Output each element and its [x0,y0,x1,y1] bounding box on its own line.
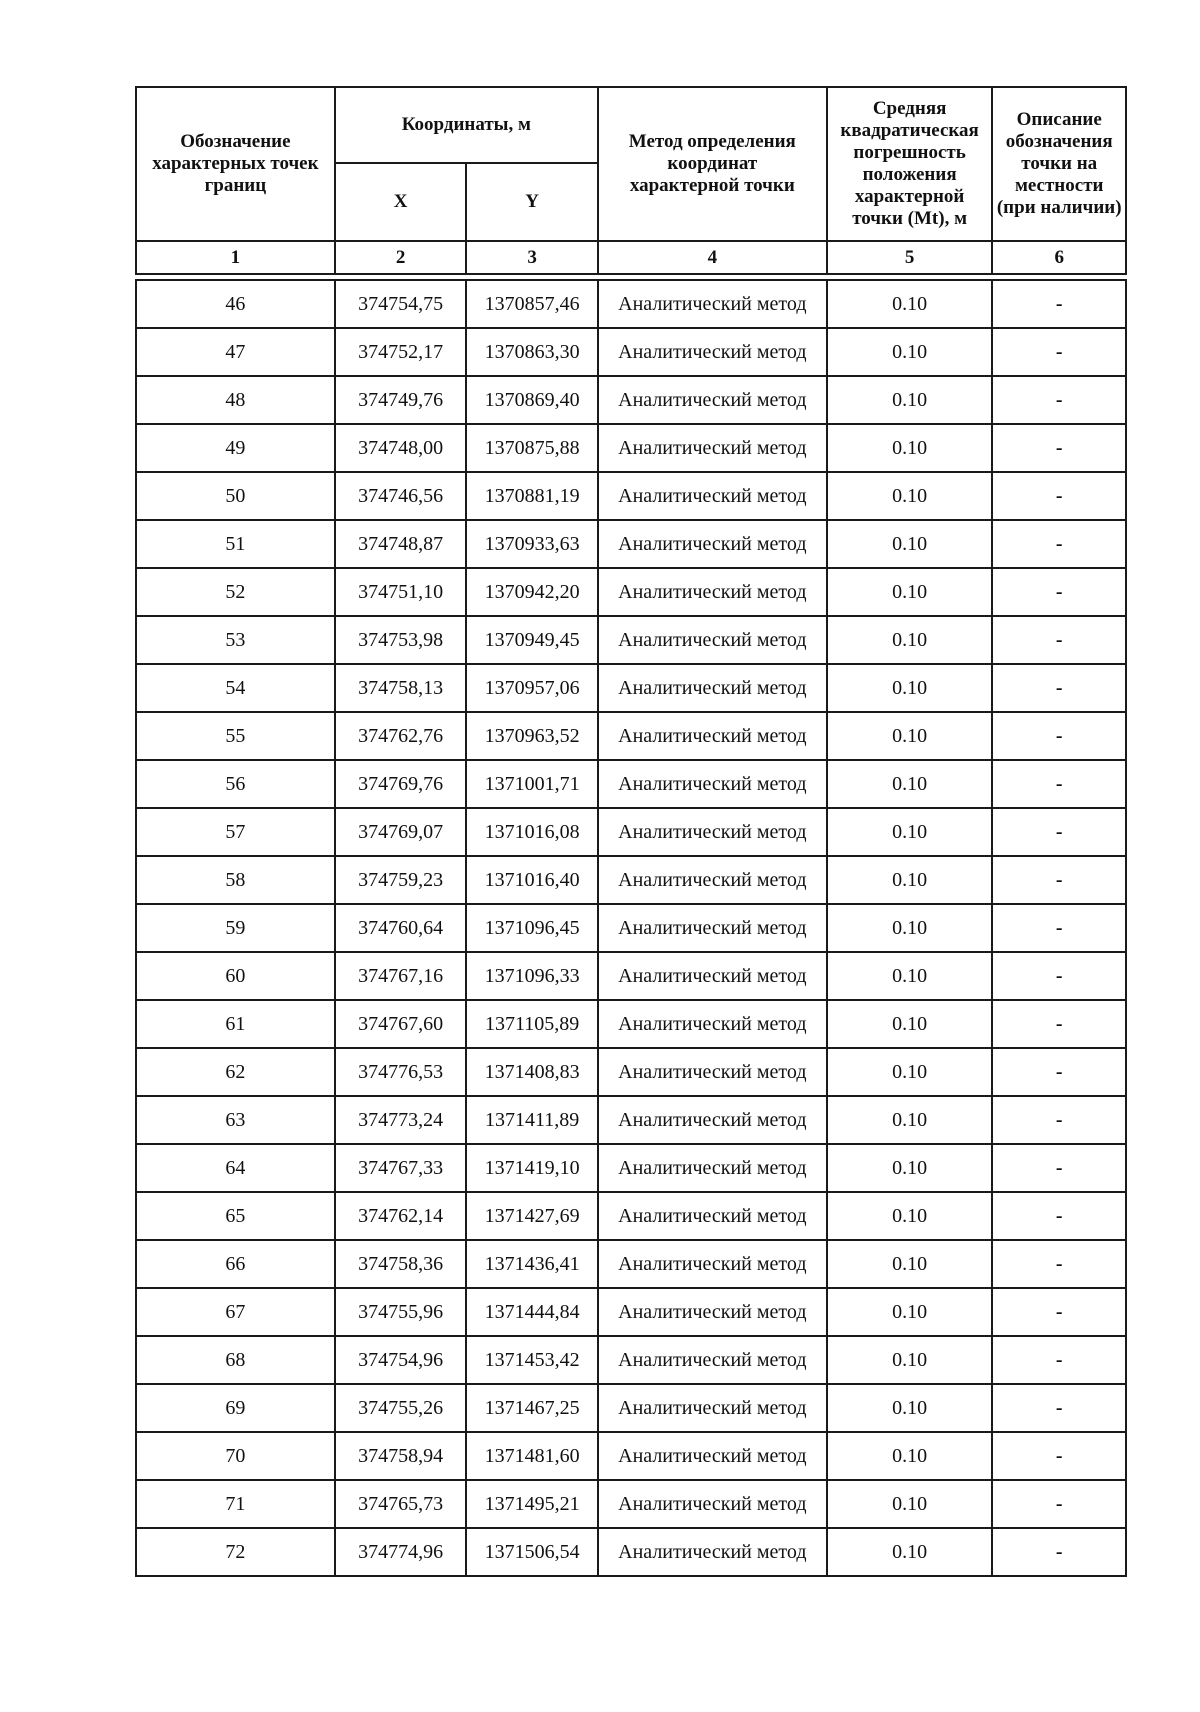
cell-description: - [992,1480,1126,1528]
cell-mean-error: 0.10 [827,1432,993,1480]
cell-description: - [992,1432,1126,1480]
table-row [136,1432,1126,1480]
cell-mean-error: 0.10 [827,1528,993,1576]
cell-x-coordinate: 374767,60 [335,1000,467,1048]
cell-y-coordinate: 1371481,60 [466,1432,598,1480]
coordinates-table [135,279,1127,1577]
cell-method: Аналитический метод [598,1528,827,1576]
cell-description: - [992,568,1126,616]
cell-y-coordinate: 1370963,52 [466,712,598,760]
cell-y-coordinate: 1370875,88 [466,424,598,472]
cell-method: Аналитический метод [598,1288,827,1336]
cell-description: - [992,1240,1126,1288]
cell-y-coordinate: 1371436,41 [466,1240,598,1288]
cell-x-coordinate: 374767,33 [335,1144,467,1192]
cell-point-number: 63 [136,1096,335,1144]
cell-y-coordinate: 1370942,20 [466,568,598,616]
column-number: 2 [335,241,467,274]
header-x: X [335,163,467,241]
table-row [136,328,1126,376]
cell-mean-error: 0.10 [827,376,993,424]
column-number: 1 [136,241,335,274]
cell-mean-error: 0.10 [827,1048,993,1096]
cell-point-number: 70 [136,1432,335,1480]
cell-y-coordinate: 1371001,71 [466,760,598,808]
cell-y-coordinate: 1370949,45 [466,616,598,664]
cell-method: Аналитический метод [598,424,827,472]
cell-mean-error: 0.10 [827,1192,993,1240]
cell-mean-error: 0.10 [827,856,993,904]
cell-description: - [992,280,1126,328]
cell-point-number: 65 [136,1192,335,1240]
cell-point-number: 64 [136,1144,335,1192]
cell-description: - [992,1048,1126,1096]
cell-description: - [992,328,1126,376]
table-row [136,760,1126,808]
cell-x-coordinate: 374758,36 [335,1240,467,1288]
cell-method: Аналитический метод [598,1000,827,1048]
table-header [135,86,1127,275]
cell-method: Аналитический метод [598,520,827,568]
cell-y-coordinate: 1371105,89 [466,1000,598,1048]
table-row [136,616,1126,664]
cell-y-coordinate: 1371495,21 [466,1480,598,1528]
cell-mean-error: 0.10 [827,1384,993,1432]
cell-mean-error: 0.10 [827,1144,993,1192]
cell-mean-error: 0.10 [827,808,993,856]
table-row [136,664,1126,712]
cell-method: Аналитический метод [598,616,827,664]
header-method: Метод определения координат характерной точки [598,87,827,241]
column-number: 5 [827,241,993,274]
cell-mean-error: 0.10 [827,280,993,328]
cell-x-coordinate: 374746,56 [335,472,467,520]
cell-method: Аналитический метод [598,664,827,712]
cell-x-coordinate: 374769,76 [335,760,467,808]
cell-method: Аналитический метод [598,472,827,520]
cell-y-coordinate: 1371453,42 [466,1336,598,1384]
cell-description: - [992,520,1126,568]
table-row [136,1096,1126,1144]
cell-mean-error: 0.10 [827,1480,993,1528]
cell-mean-error: 0.10 [827,904,993,952]
table-row [136,1192,1126,1240]
table-row [136,424,1126,472]
table-row [136,952,1126,1000]
cell-x-coordinate: 374759,23 [335,856,467,904]
cell-point-number: 59 [136,904,335,952]
cell-mean-error: 0.10 [827,712,993,760]
header-description: Описание обозначения точки на местности (при наличии) [992,87,1126,241]
cell-mean-error: 0.10 [827,1096,993,1144]
cell-mean-error: 0.10 [827,520,993,568]
cell-x-coordinate: 374755,96 [335,1288,467,1336]
cell-x-coordinate: 374749,76 [335,376,467,424]
cell-point-number: 51 [136,520,335,568]
cell-y-coordinate: 1370869,40 [466,376,598,424]
cell-description: - [992,904,1126,952]
cell-description: - [992,1000,1126,1048]
table-row [136,520,1126,568]
table-row [136,904,1126,952]
table-row [136,1384,1126,1432]
cell-y-coordinate: 1370957,06 [466,664,598,712]
cell-method: Аналитический метод [598,808,827,856]
column-number: 6 [992,241,1126,274]
cell-x-coordinate: 374776,53 [335,1048,467,1096]
table-row [136,808,1126,856]
cell-method: Аналитический метод [598,856,827,904]
cell-x-coordinate: 374754,96 [335,1336,467,1384]
cell-method: Аналитический метод [598,712,827,760]
cell-x-coordinate: 374754,75 [335,280,467,328]
cell-point-number: 47 [136,328,335,376]
cell-x-coordinate: 374758,13 [335,664,467,712]
cell-y-coordinate: 1371467,25 [466,1384,598,1432]
cell-mean-error: 0.10 [827,424,993,472]
cell-description: - [992,616,1126,664]
cell-method: Аналитический метод [598,1096,827,1144]
cell-x-coordinate: 374758,94 [335,1432,467,1480]
header-y: Y [466,163,598,241]
cell-x-coordinate: 374774,96 [335,1528,467,1576]
cell-point-number: 54 [136,664,335,712]
cell-mean-error: 0.10 [827,1240,993,1288]
cell-method: Аналитический метод [598,1384,827,1432]
cell-method: Аналитический метод [598,1048,827,1096]
cell-point-number: 67 [136,1288,335,1336]
cell-method: Аналитический метод [598,1480,827,1528]
cell-x-coordinate: 374753,98 [335,616,467,664]
cell-description: - [992,712,1126,760]
cell-x-coordinate: 374748,87 [335,520,467,568]
cell-point-number: 52 [136,568,335,616]
cell-y-coordinate: 1370881,19 [466,472,598,520]
cell-point-number: 57 [136,808,335,856]
cell-y-coordinate: 1371016,08 [466,808,598,856]
cell-point-number: 61 [136,1000,335,1048]
cell-point-number: 53 [136,616,335,664]
table-row [136,1144,1126,1192]
cell-mean-error: 0.10 [827,952,993,1000]
column-number: 3 [466,241,598,274]
cell-method: Аналитический метод [598,904,827,952]
cell-x-coordinate: 374762,76 [335,712,467,760]
table-row [136,712,1126,760]
table-row [136,568,1126,616]
cell-x-coordinate: 374769,07 [335,808,467,856]
cell-y-coordinate: 1371427,69 [466,1192,598,1240]
cell-method: Аналитический метод [598,376,827,424]
cell-method: Аналитический метод [598,1336,827,1384]
cell-point-number: 62 [136,1048,335,1096]
cell-x-coordinate: 374760,64 [335,904,467,952]
cell-description: - [992,664,1126,712]
cell-method: Аналитический метод [598,280,827,328]
cell-point-number: 50 [136,472,335,520]
cell-point-number: 56 [136,760,335,808]
cell-x-coordinate: 374752,17 [335,328,467,376]
cell-description: - [992,1144,1126,1192]
cell-x-coordinate: 374748,00 [335,424,467,472]
cell-y-coordinate: 1370933,63 [466,520,598,568]
cell-description: - [992,808,1126,856]
cell-mean-error: 0.10 [827,664,993,712]
cell-point-number: 58 [136,856,335,904]
cell-y-coordinate: 1371444,84 [466,1288,598,1336]
cell-description: - [992,952,1126,1000]
cell-point-number: 60 [136,952,335,1000]
table-row [136,376,1126,424]
table-row [136,856,1126,904]
table-row [136,472,1126,520]
cell-x-coordinate: 374765,73 [335,1480,467,1528]
table-body [136,280,1126,1576]
cell-method: Аналитический метод [598,328,827,376]
header-point-designation: Обозначение характерных точек границ [136,87,335,241]
cell-method: Аналитический метод [598,1240,827,1288]
cell-point-number: 72 [136,1528,335,1576]
cell-mean-error: 0.10 [827,616,993,664]
table-row [136,1000,1126,1048]
table-row [136,1336,1126,1384]
table-row [136,1528,1126,1576]
cell-method: Аналитический метод [598,568,827,616]
cell-description: - [992,1528,1126,1576]
cell-method: Аналитический метод [598,1144,827,1192]
cell-method: Аналитический метод [598,760,827,808]
cell-point-number: 48 [136,376,335,424]
cell-mean-error: 0.10 [827,760,993,808]
cell-point-number: 68 [136,1336,335,1384]
cell-description: - [992,1384,1126,1432]
cell-mean-error: 0.10 [827,1000,993,1048]
cell-description: - [992,1336,1126,1384]
table-row [136,1240,1126,1288]
cell-x-coordinate: 374773,24 [335,1096,467,1144]
cell-description: - [992,1288,1126,1336]
cell-y-coordinate: 1371419,10 [466,1144,598,1192]
cell-mean-error: 0.10 [827,1336,993,1384]
header-mean-error: Средняя квадратическая погрешность положения характерной точки (Mt), м [827,87,993,241]
cell-y-coordinate: 1371096,45 [466,904,598,952]
cell-method: Аналитический метод [598,1192,827,1240]
table-row [136,1288,1126,1336]
cell-x-coordinate: 374751,10 [335,568,467,616]
column-number: 4 [598,241,827,274]
cell-y-coordinate: 1370857,46 [466,280,598,328]
cell-x-coordinate: 374767,16 [335,952,467,1000]
cell-mean-error: 0.10 [827,1288,993,1336]
cell-x-coordinate: 374762,14 [335,1192,467,1240]
cell-point-number: 71 [136,1480,335,1528]
cell-method: Аналитический метод [598,1432,827,1480]
cell-method: Аналитический метод [598,952,827,1000]
cell-point-number: 69 [136,1384,335,1432]
cell-description: - [992,472,1126,520]
table-row [136,1048,1126,1096]
cell-description: - [992,1192,1126,1240]
cell-description: - [992,424,1126,472]
cell-y-coordinate: 1371411,89 [466,1096,598,1144]
cell-mean-error: 0.10 [827,328,993,376]
cell-y-coordinate: 1371506,54 [466,1528,598,1576]
cell-description: - [992,1096,1126,1144]
cell-description: - [992,376,1126,424]
table-row [136,280,1126,328]
cell-y-coordinate: 1370863,30 [466,328,598,376]
cell-point-number: 46 [136,280,335,328]
table-row [136,1480,1126,1528]
cell-y-coordinate: 1371096,33 [466,952,598,1000]
header-coordinates: Координаты, м [335,87,598,163]
cell-description: - [992,856,1126,904]
cell-y-coordinate: 1371408,83 [466,1048,598,1096]
cell-description: - [992,760,1126,808]
cell-point-number: 66 [136,1240,335,1288]
cell-mean-error: 0.10 [827,568,993,616]
cell-point-number: 55 [136,712,335,760]
cell-y-coordinate: 1371016,40 [466,856,598,904]
cell-mean-error: 0.10 [827,472,993,520]
cell-point-number: 49 [136,424,335,472]
cell-x-coordinate: 374755,26 [335,1384,467,1432]
